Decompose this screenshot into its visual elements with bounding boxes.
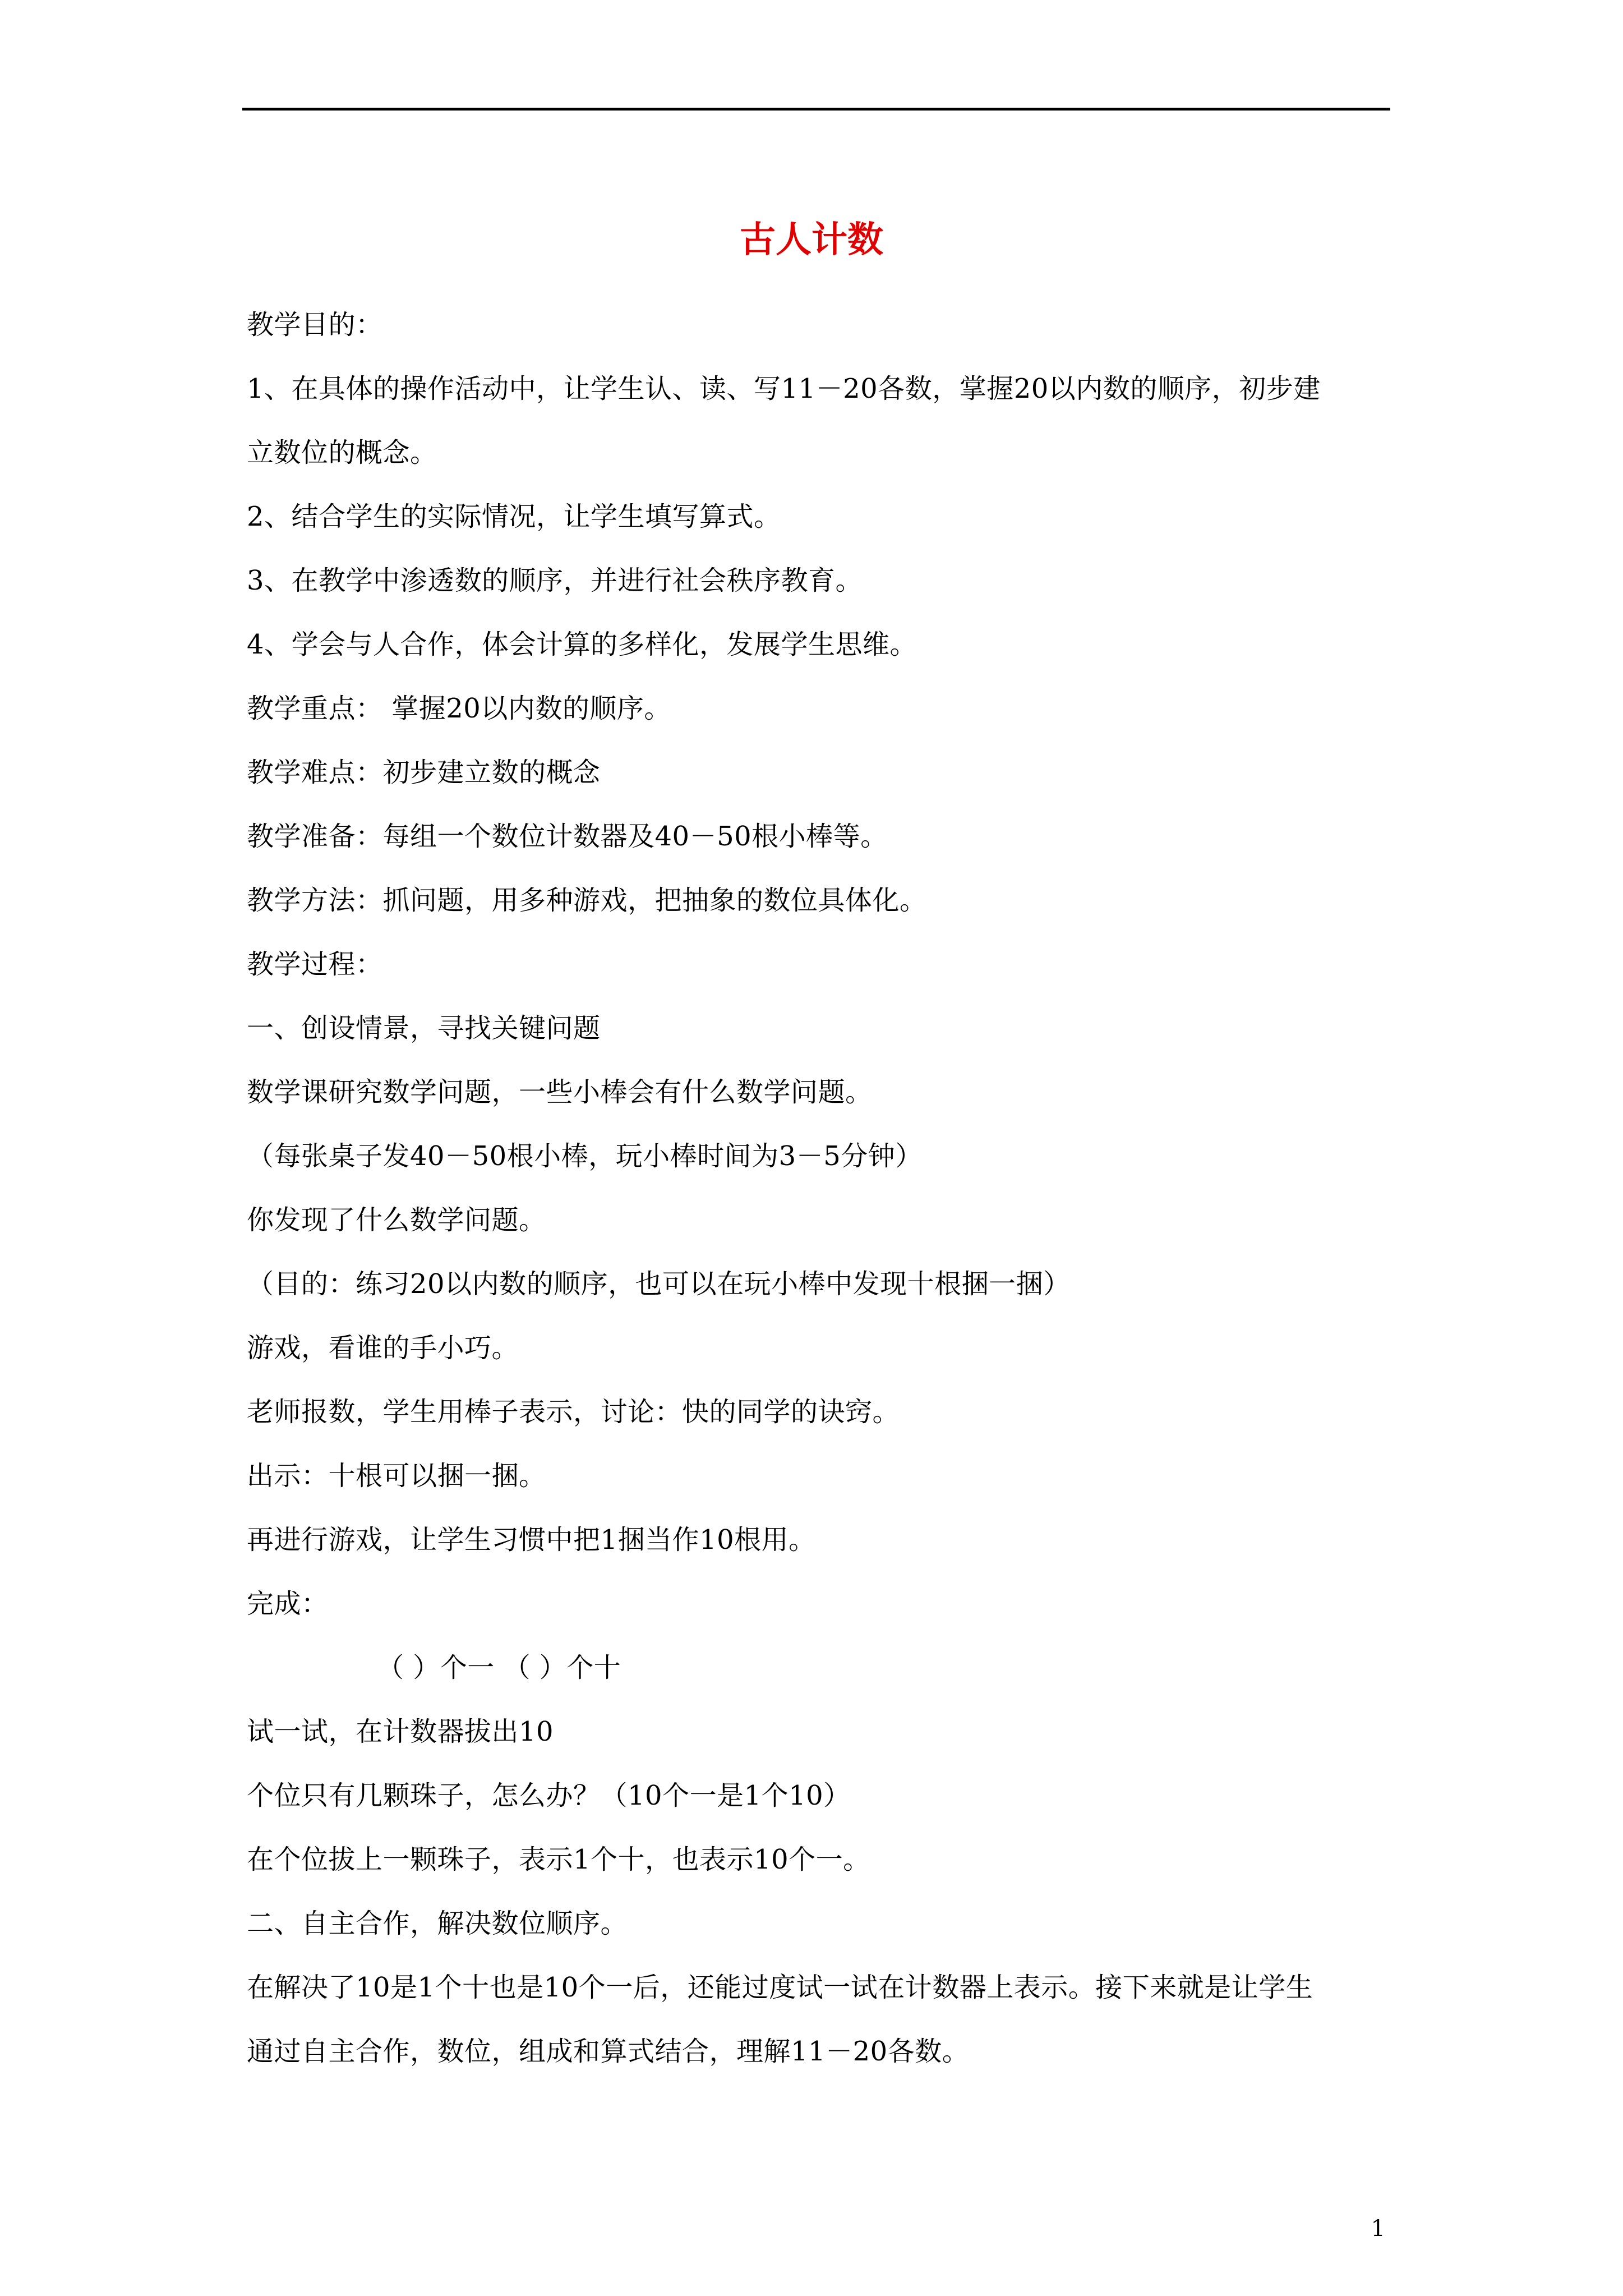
paragraph-text: 老师报数，学生用棒子表示，讨论：快的同学的诀窍。 [247,1396,900,1428]
paragraph-text: 在解决了10是1个十也是10个一后，还能过度试一试在计数器上表示。接下来就是让学生 [247,1972,1313,2003]
paragraph-objective-1: 1、在具体的操作活动中，让学生认、读、写11－20各数，掌握20以内数的顺序，初步建 [247,373,1321,404]
paragraph-objective-2: 2、结合学生的实际情况，让学生填写算式。 [247,501,781,532]
paragraph-difficulty: 教学难点：初步建立数的概念 [247,757,601,788]
paragraph-text: 出示：十根可以捆一捆。 [247,1460,546,1492]
paragraph-text: （每张桌子发40－50根小棒，玩小棒时间为3－5分钟） [247,1140,923,1172]
paragraph-objectives-heading: 教学目的： [247,309,383,341]
paragraph-text: 完成： [247,1588,329,1619]
paragraph-key-point: 教学重点： 掌握20以内数的顺序。 [247,693,671,724]
paragraph-text: 数学课研究数学问题，一些小棒会有什么数学问题。 [247,1076,873,1108]
body-text [247,293,1385,2083]
header-rule [242,108,1390,111]
paragraph-preparation: 教学准备：每组一个数位计数器及40－50根小棒等。 [247,821,888,852]
paragraph-text: 通过自主合作，数位，组成和算式结合，理解11－20各数。 [247,2036,970,2067]
paragraph-text: （目的：练习20以内数的顺序，也可以在玩小棒中发现十根捆一捆） [247,1268,1071,1300]
paragraph-objective-4: 4、学会与人合作，体会计算的多样化，发展学生思维。 [247,629,917,660]
paragraph-objective-3: 3、在教学中渗透数的顺序，并进行社会秩序教育。 [247,565,863,596]
paragraph-text: 个位只有几颗珠子，怎么办？（10个一是1个10） [247,1780,851,1811]
page-title: 古人计数 [740,219,883,261]
fill-in-blank-line: （ ）个一 （ ）个十 [377,1652,621,1683]
paragraph-text: 在个位拔上一颗珠子，表示1个十，也表示10个一。 [247,1844,870,1875]
section-heading-1: 一、创设情景，寻找关键问题 [247,1013,601,1044]
paragraph-text: 试一试，在计数器拔出10 [247,1716,554,1747]
paragraph-text: 再进行游戏，让学生习惯中把1捆当作10根用。 [247,1524,816,1556]
paragraph-objective-1-continued: 立数位的概念。 [247,437,437,468]
paragraph-method: 教学方法：抓问题，用多种游戏，把抽象的数位具体化。 [247,885,927,916]
page-number: 1 [1371,2216,1385,2242]
section-heading-2: 二、自主合作，解决数位顺序。 [247,1908,628,1939]
paragraph-text: 你发现了什么数学问题。 [247,1204,546,1236]
paragraph-process-heading: 教学过程： [247,949,383,980]
paragraph-text: 游戏，看谁的手小巧。 [247,1332,519,1364]
